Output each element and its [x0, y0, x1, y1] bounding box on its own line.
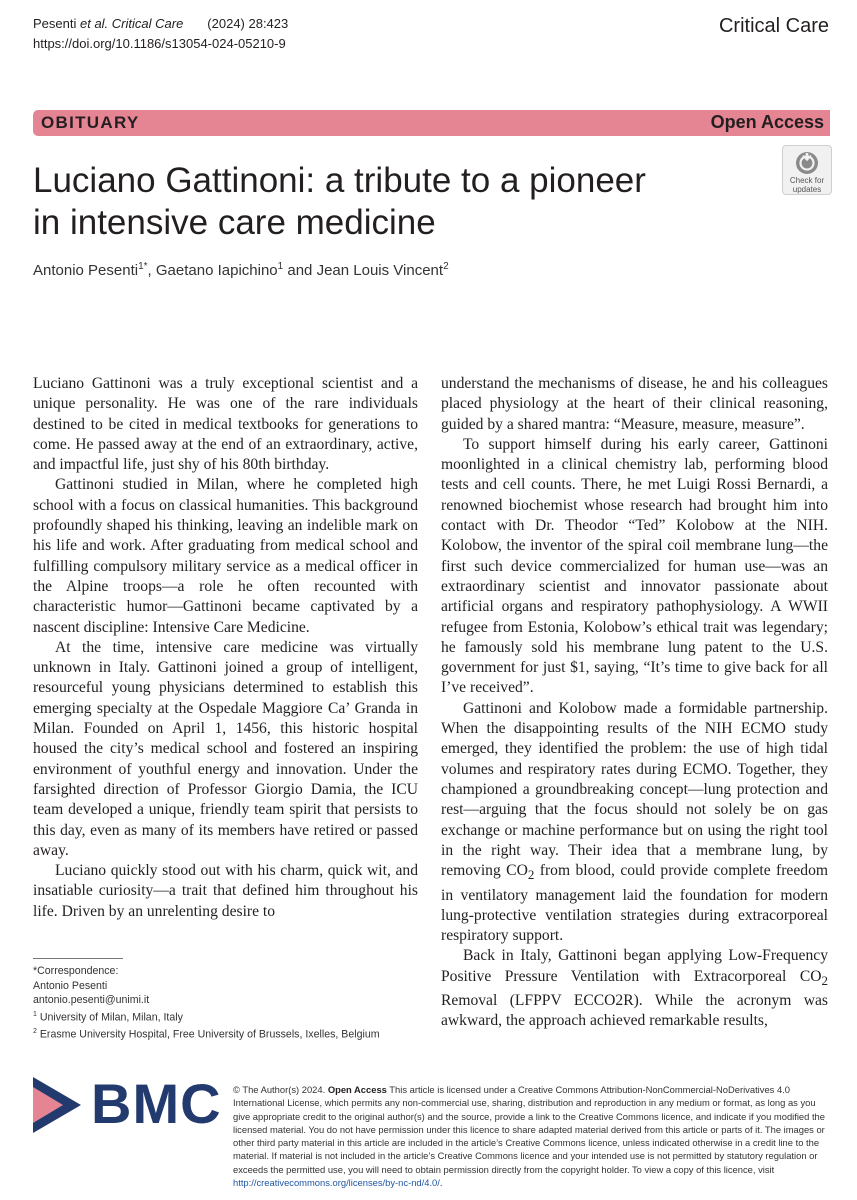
- subscript: 2: [527, 867, 535, 883]
- check-updates-line1: Check for: [789, 176, 825, 185]
- affiliation-text: Erasme University Hospital, Free University of Brussels, Ixelles, Belgium: [36, 1028, 380, 1041]
- author-name[interactable]: Gaetano Iapichino: [155, 262, 278, 279]
- check-updates-icon: [794, 150, 820, 176]
- paragraph-text: Back in Italy, Gattinoni began applying Low-Frequency Positive Pressure Ventilation with Extracorporeal CO: [441, 947, 828, 985]
- license-link[interactable]: http://creativecommons.org/licenses/by-nc-nd/4.0/: [233, 1177, 440, 1189]
- body-paragraph: Luciano Gattinoni was a truly exceptional scientist and a unique personality. He was one of the rare individuals destined to be cited in medical textbooks for generations to come. He passed away at the end of an extraordinary, active, and impactful life, just shy of his 80th birthday.: [33, 375, 418, 474]
- author-affiliation-marker: 2: [443, 261, 449, 272]
- title-line-1: Luciano Gattinoni: a tribute to a pioneer: [33, 161, 646, 200]
- affiliation-2: [33, 1025, 423, 1042]
- body-paragraph: Gattinoni studied in Milan, where he completed high school with a focus on classical humanities. This background profoundly shaped his thinking, leaving an indelible mark on his life and work. After graduating from medical school and fulfilling compulsory military service as a medical officer in the Alpine troops—a role he often recounted with characteristic humor—Gattinoni became captivated by a nascent discipline: Intensive Care Medicine.: [33, 476, 418, 636]
- article-type-label: OBITUARY: [41, 113, 140, 132]
- body-left-column: [33, 374, 418, 922]
- title-line-2: in intensive care medicine: [33, 203, 436, 242]
- article-type-banner: [33, 110, 830, 136]
- body-paragraph: [441, 946, 828, 1031]
- correspondence-name: Antonio Pesenti: [33, 979, 108, 992]
- publisher-name: BMC: [91, 1072, 222, 1135]
- article-title: [33, 160, 753, 244]
- check-for-updates-button[interactable]: [782, 145, 832, 195]
- author-list: [33, 261, 449, 279]
- body-paragraph: Luciano quickly stood out with his charm, quick wit, and insatiable curiosity—a trait that defined him throughout his life. Driven by an unrelenting desire to: [33, 862, 418, 920]
- publisher-logo: [33, 1072, 223, 1135]
- bmc-logo-icon: [33, 1077, 85, 1133]
- author-separator: and: [283, 262, 317, 279]
- journal-name: Critical Care: [718, 15, 829, 37]
- body-paragraph: At the time, intensive care medicine was virtually unknown in Italy. Gattinoni joined a group of intelligent, resourceful young physicians determined to establish this emerging specialty at the Ospedale Maggiore Ca’ Granda in Milan. Founded on April 1, 1456, this historic hospital housed the city’s medical school and fostered an inspiring environment of youthful energy and innovation. Under the farsighted direction of Professor Giorgio Damia, the ICU team developed a unique, friendly team spirit that persists to this day, even as many of its members have retired or passed away.: [33, 638, 418, 859]
- citation-year: (2024) 28:423: [207, 16, 289, 31]
- license-statement: [233, 1083, 829, 1189]
- author-separator: ,: [147, 262, 156, 279]
- open-access-label: Open Access: [327, 1084, 387, 1095]
- check-updates-line2: updates: [792, 185, 822, 194]
- author-affiliation-marker: 1: [277, 261, 284, 272]
- footnote-divider: [33, 958, 123, 959]
- affiliation-1: [33, 1008, 423, 1025]
- correspondence-label: *Correspondence:: [33, 965, 119, 977]
- open-access-label: Open Access: [710, 112, 824, 132]
- body-paragraph: To support himself during his early career, Gattinoni moonlighted in a clinical chemistry lab, performing blood tests and cell counts. There, he met Luigi Rossi Bernardi, a renowned biochemist whose research had brought him into contact with Dr. Theodor “Ted” Kolobow at the NIH. Kolobow, the inventor of the spiral coil membrane lung—the first such device commercialized for human use—was an extraordinary scientist and innovator passionate about artificial organs and respiratory pathophysiology. A WWII refugee from Estonia, Kolobow’s ethical trait was legendary; he famously sold his membrane lung patent to the U.S. government for just $1, saying, “It’s time to give back for all I’ve received”.: [441, 435, 828, 697]
- paragraph-text: Gattinoni and Kolobow made a formidable partnership. When the disappointing results of the NIH ECMO study emerged, they identified the problem: the use of high tidal volumes and respiratory rates during ECMO. Together, they championed a groundbreaking concept—lung protection and rest—arguing that the focus should not solely be on gas exchange or machine performance but on using the right tool in the right way. Their idea that a membrane lung, by removing CO: [441, 699, 828, 880]
- body-paragraph: [441, 699, 828, 947]
- citation-author: Pesenti: [33, 16, 80, 31]
- license-end: .: [439, 1177, 443, 1189]
- subscript: 2: [821, 972, 828, 988]
- paragraph-text: Removal (LFPPV ECCO2R). While the acronym was awkward, the approach achieved remarkable results,: [441, 992, 828, 1030]
- author-affiliation-marker: 1*: [138, 261, 148, 272]
- citation-line: [33, 14, 288, 34]
- license-body: This article is licensed under a Creative Commons Attribution-NonCommercial-NoDerivatives 4.0 International License, which permits any non-commercial use, sharing, distribution and reproduction in any medium or format, as long as you give appropriate credit to the original author(s) and the source, provide a link to the Creative Commons licence, and indicate if you modified the licensed material. You do not have permission under this licence to share adapted material derived from this article or parts of it. The images or other third party material in this article are included in the article’s Creative Commons licence, unless indicated otherwise in a credit line to the material. If material is not included in the article’s Creative Commons licence and your intended use is not permitted by statutory regulation or exceeds the permitted use, you will need to obtain permission directly from the copyright holder. To view a copy of this licence, visit: [233, 1084, 825, 1175]
- paragraph-text: from blood, could provide complete freedom in ventilatory management laid the foundation for modern lung-protective ventilation strategies during extracorporeal respiratory support.: [441, 862, 828, 945]
- body-paragraph: understand the mechanisms of disease, he and his colleagues placed physiology at the heart of their clinical reasoning, guided by a shared mantra: “Measure, measure, measure”.: [441, 375, 828, 433]
- affiliation-text: University of Milan, Milan, Italy: [36, 1011, 183, 1024]
- citation-journal: et al. Critical Care: [79, 16, 184, 31]
- running-header: [33, 14, 288, 54]
- author-name[interactable]: Jean Louis Vincent: [316, 262, 444, 279]
- copyright-text: © The Author(s) 2024.: [233, 1084, 326, 1095]
- doi-link[interactable]: https://doi.org/10.1186/s13054-024-05210-9: [33, 36, 286, 51]
- affiliation-marker: 1: [33, 1010, 37, 1018]
- footnotes: [33, 964, 423, 1042]
- body-right-column: [441, 374, 828, 1032]
- affiliation-marker: 2: [33, 1027, 37, 1035]
- correspondence-email[interactable]: antonio.pesenti@unimi.it: [33, 994, 150, 1006]
- author-name[interactable]: Antonio Pesenti: [33, 262, 139, 279]
